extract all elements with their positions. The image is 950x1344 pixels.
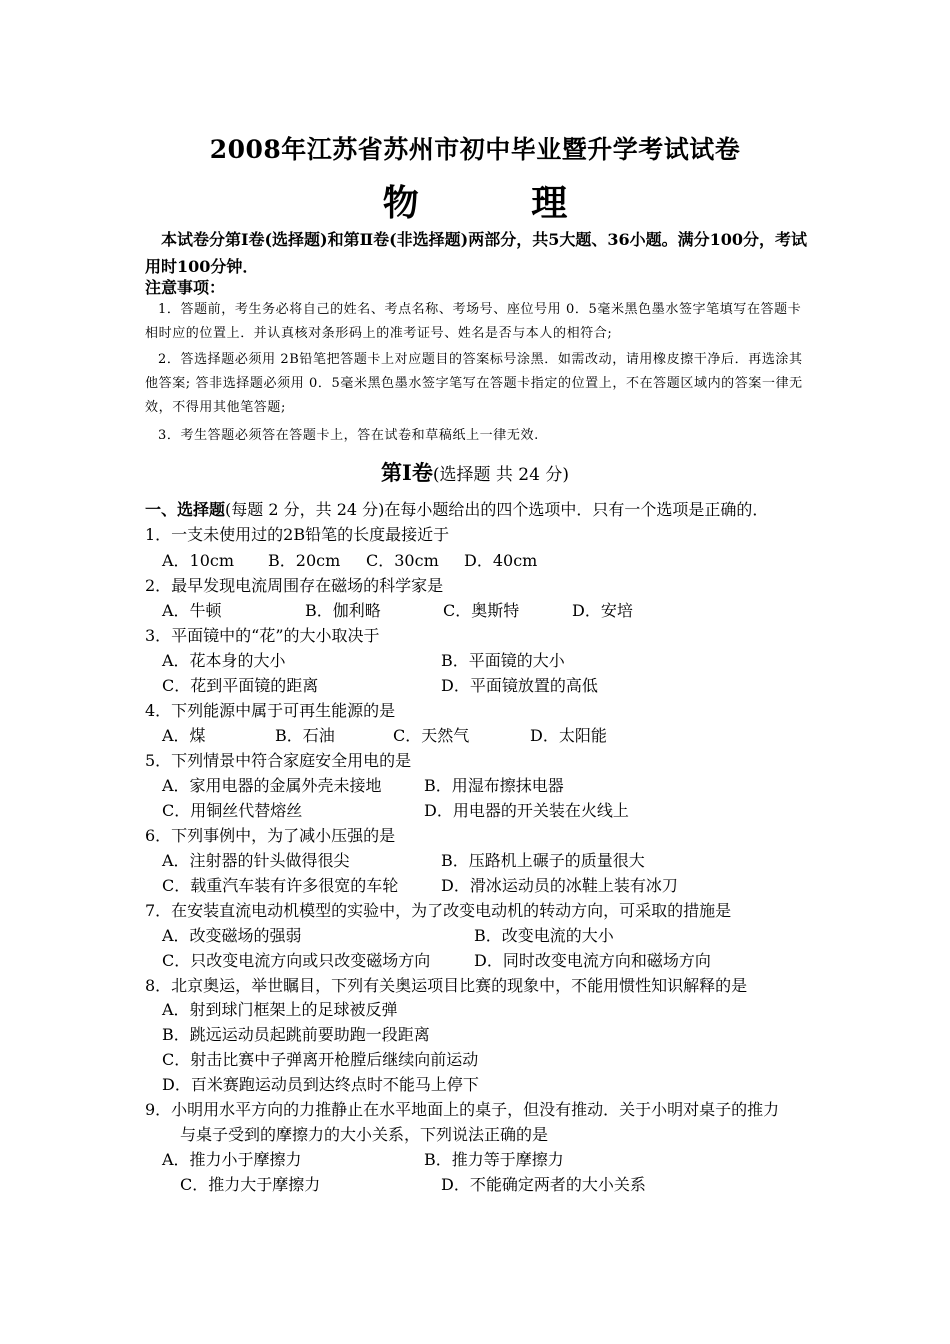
q2-option-b: B．伽利略: [305, 601, 381, 620]
q8-option-a: A．射到球门框架上的足球被反弹: [162, 1000, 398, 1019]
subject-title: 物 理: [382, 182, 618, 224]
section-heading-bold: 一、选择题: [145, 500, 226, 519]
part-title: [0, 458, 950, 490]
question-4: 4．下列能源中属于可再生能源的是: [145, 701, 396, 720]
q4-option-b: B．石油: [275, 726, 335, 745]
section-heading-text: (每题 2 分，共 24 分)在每小题给出的四个选项中．只有一个选项是正确的．: [225, 500, 769, 519]
q9-option-a: A．推力小于摩擦力: [162, 1150, 302, 1169]
question-9-cont: 与桌子受到的摩擦力的大小关系，下列说法正确的是: [180, 1125, 549, 1144]
notice-heading: 注意事项：: [145, 278, 226, 297]
q6-option-c: C．载重汽车装有许多很宽的车轮: [162, 876, 399, 895]
q2-option-a: A．牛顿: [162, 601, 222, 620]
q9-option-b: B．推力等于摩擦力: [424, 1150, 564, 1169]
q6-option-d: D．滑冰运动员的冰鞋上装有冰刀: [441, 876, 678, 895]
q1-option-c: C．30cm: [366, 551, 439, 570]
q4-option-d: D．太阳能: [530, 726, 607, 745]
question-7: 7．在安装直流电动机模型的实验中，为了改变电动机的转动方向，可采取的措施是: [145, 901, 732, 920]
q4-option-a: A．煤: [162, 726, 206, 745]
notice-item: 1．答题前，考生务必将自己的姓名、考点名称、考场号、座位号用 0．5毫米黑色墨水签字笔填写在答题卡相时应的位置上．并认真核对条形码上的准考证号、姓名是否与本人的相符合;: [145, 302, 802, 341]
q1-option-d: D．40cm: [464, 551, 538, 570]
section-heading: [145, 497, 768, 522]
q3-option-c: C．花到平面镜的距离: [162, 676, 319, 695]
q6-option-a: A．注射器的针头做得很尖: [162, 851, 350, 870]
question-1: 1．一支未使用过的2B铅笔的长度最接近于: [145, 525, 450, 544]
question-6: 6．下列事例中，为了减小压强的是: [145, 826, 396, 845]
q1-option-a: A．10cm: [162, 551, 235, 570]
q5-option-d: D．用电器的开关装在火线上: [424, 801, 629, 820]
q2-option-c: C．奥斯特: [443, 601, 520, 620]
q8-option-b: B．跳远运动员起跳前要助跑一段距离: [162, 1025, 430, 1044]
q4-option-c: C．天然气: [393, 726, 470, 745]
q1-option-b: B．20cm: [268, 551, 341, 570]
question-5: 5．下列情景中符合家庭安全用电的是: [145, 751, 412, 770]
q5-option-b: B．用湿布擦抹电器: [424, 776, 564, 795]
q5-option-c: C．用铜丝代替熔丝: [162, 801, 303, 820]
part-title-sub: (选择题 共 24 分): [432, 465, 569, 485]
question-8: 8．北京奥运，举世瞩目，下列有关奥运项目比赛的现象中，不能用惯性知识解释的是: [145, 976, 748, 995]
question-3: 3．平面镜中的“花”的大小取决于: [145, 626, 380, 645]
q8-option-c: C．射击比赛中子弹离开枪膛后继续向前运动: [162, 1050, 479, 1069]
part-title-main: 第Ⅰ卷: [381, 460, 433, 485]
q8-option-d: D．百米赛跑运动员到达终点时不能马上停下: [162, 1075, 479, 1094]
q7-option-d: D．同时改变电流方向和磁场方向: [474, 951, 711, 970]
q3-option-b: B．平面镜的大小: [441, 651, 565, 670]
q5-option-a: A．家用电器的金属外壳未接地: [162, 776, 382, 795]
q3-option-d: D．平面镜放置的高低: [441, 676, 598, 695]
q7-option-c: C．只改变电流方向或只改变磁场方向: [162, 951, 431, 970]
q7-option-a: A．改变磁场的强弱: [162, 926, 302, 945]
q6-option-b: B．压路机上碾子的质量很大: [441, 851, 645, 870]
exam-intro: 本试卷分第Ⅰ卷(选择题)和第Ⅱ卷(非选择题)两部分，共5大题、36小题。满分100分，考试用时100分钟．: [145, 230, 808, 276]
q2-option-d: D．安培: [572, 601, 633, 620]
question-9: 9．小明用水平方向的力推静止在水平地面上的桌子，但没有推动．关于小明对桌子的推力: [145, 1100, 780, 1119]
q3-option-a: A．花本身的大小: [162, 651, 286, 670]
notice-item: 3．考生答题必须答在答题卡上，答在试卷和草稿纸上一律无效.: [158, 428, 539, 443]
q7-option-b: B．改变电流的大小: [474, 926, 614, 945]
notice-item: 2．答选择题必须用 2B铅笔把答题卡上对应题目的答案标号涂黑．如需改动，请用橡皮擦干净后．再选涂其他答案; 答非选择题必须用 0．5毫米黑色墨水签字笔写在答题卡指定的位置上，不在答题区域内的答案一律无效，不得用其他笔答题;: [145, 352, 803, 415]
q9-option-d: D．不能确定两者的大小关系: [441, 1175, 646, 1194]
exam-title: 2008年江苏省苏州市初中毕业暨升学考试试卷: [209, 135, 741, 164]
question-2: 2．最早发现电流周围存在磁场的科学家是: [145, 576, 444, 595]
q9-option-c: C．推力大于摩擦力: [180, 1175, 321, 1194]
